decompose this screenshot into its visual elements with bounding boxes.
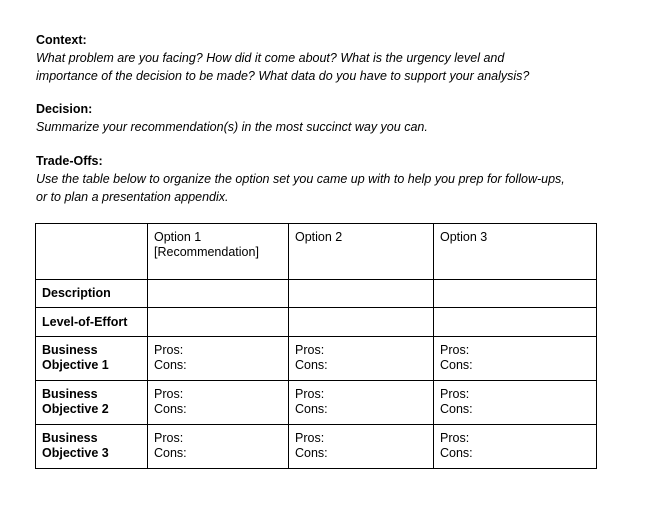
tradeoffs-prompt-line-1: Use the table below to organize the option set you came up with to help you prep for follow-ups, bbox=[36, 172, 565, 186]
cons-label: Cons: bbox=[154, 402, 187, 416]
pros-cons-cell[interactable] bbox=[148, 337, 289, 381]
tradeoffs-heading: Trade-Offs: bbox=[36, 154, 103, 168]
table-row-level-of-effort bbox=[36, 308, 597, 337]
column-header-sublabel: [Recommendation] bbox=[154, 245, 259, 259]
table-cell[interactable] bbox=[434, 308, 597, 337]
pros-cons-cell[interactable] bbox=[289, 425, 434, 469]
pros-label: Pros: bbox=[295, 387, 325, 401]
row-header-business-objective-2[interactable] bbox=[36, 381, 148, 425]
row-header-label: Business bbox=[42, 387, 98, 401]
table-cell[interactable] bbox=[289, 280, 434, 308]
decision-heading: Decision: bbox=[36, 102, 93, 116]
cons-label: Cons: bbox=[440, 446, 473, 460]
cons-label: Cons: bbox=[440, 358, 473, 372]
cons-label: Cons: bbox=[295, 358, 328, 372]
row-header-label: Business bbox=[42, 431, 98, 445]
pros-label: Pros: bbox=[154, 431, 184, 445]
row-header-level-of-effort[interactable] bbox=[36, 308, 148, 337]
row-header-business-objective-3[interactable] bbox=[36, 425, 148, 469]
pros-cons-cell[interactable] bbox=[289, 337, 434, 381]
pros-label: Pros: bbox=[154, 387, 184, 401]
pros-label: Pros: bbox=[154, 343, 184, 357]
table-cell[interactable] bbox=[434, 280, 597, 308]
pros-label: Pros: bbox=[295, 343, 325, 357]
decision-section bbox=[36, 100, 616, 136]
row-header-label: Level-of-Effort bbox=[42, 314, 128, 329]
pros-cons-cell[interactable] bbox=[148, 381, 289, 425]
column-header-label: Option 1 bbox=[154, 230, 202, 244]
pros-cons-cell[interactable] bbox=[434, 337, 597, 381]
pros-label: Pros: bbox=[440, 431, 470, 445]
pros-cons-cell[interactable] bbox=[434, 425, 597, 469]
context-section bbox=[36, 31, 616, 85]
row-header-description[interactable] bbox=[36, 280, 148, 308]
column-header-option-2[interactable] bbox=[289, 224, 434, 280]
row-header-sublabel: Objective 3 bbox=[42, 446, 109, 460]
table-row-business-objective-3 bbox=[36, 425, 597, 469]
row-header-business-objective-1[interactable] bbox=[36, 337, 148, 381]
pros-cons-cell[interactable] bbox=[434, 381, 597, 425]
column-header-option-1[interactable] bbox=[148, 224, 289, 280]
tradeoffs-section bbox=[36, 152, 616, 206]
table-row-business-objective-2 bbox=[36, 381, 597, 425]
cons-label: Cons: bbox=[295, 402, 328, 416]
pros-cons-cell[interactable] bbox=[289, 381, 434, 425]
decision-prompt-line-1: Summarize your recommendation(s) in the most succinct way you can. bbox=[36, 120, 428, 134]
table-cell[interactable] bbox=[148, 308, 289, 337]
column-header-label: Option 3 bbox=[440, 230, 488, 244]
table-header-row bbox=[36, 224, 597, 280]
row-header-sublabel: Objective 1 bbox=[42, 358, 109, 372]
column-header-label: Option 2 bbox=[295, 230, 343, 244]
context-prompt-line-1: What problem are you facing? How did it come about? What is the urgency level and bbox=[36, 51, 505, 65]
table-row-description bbox=[36, 280, 597, 308]
pros-label: Pros: bbox=[440, 343, 470, 357]
row-header-label: Description bbox=[42, 286, 111, 300]
row-header-label: Business bbox=[42, 343, 98, 357]
pros-label: Pros: bbox=[295, 431, 325, 445]
cons-label: Cons: bbox=[440, 402, 473, 416]
table-cell[interactable] bbox=[148, 280, 289, 308]
context-prompt-line-2: importance of the decision to be made? What data do you have to support your analysis? bbox=[36, 69, 530, 83]
cons-label: Cons: bbox=[154, 358, 187, 372]
tradeoffs-prompt-line-2: or to plan a presentation appendix. bbox=[36, 190, 229, 204]
pros-cons-cell[interactable] bbox=[148, 425, 289, 469]
pros-label: Pros: bbox=[440, 387, 470, 401]
column-header-option-3[interactable] bbox=[434, 224, 597, 280]
table-corner-cell[interactable] bbox=[36, 224, 148, 280]
table-cell[interactable] bbox=[289, 308, 434, 337]
cons-label: Cons: bbox=[154, 446, 187, 460]
table-row-business-objective-1 bbox=[36, 337, 597, 381]
cons-label: Cons: bbox=[295, 446, 328, 460]
row-header-sublabel: Objective 2 bbox=[42, 402, 109, 416]
context-heading: Context: bbox=[36, 33, 87, 47]
tradeoffs-table bbox=[35, 223, 597, 469]
